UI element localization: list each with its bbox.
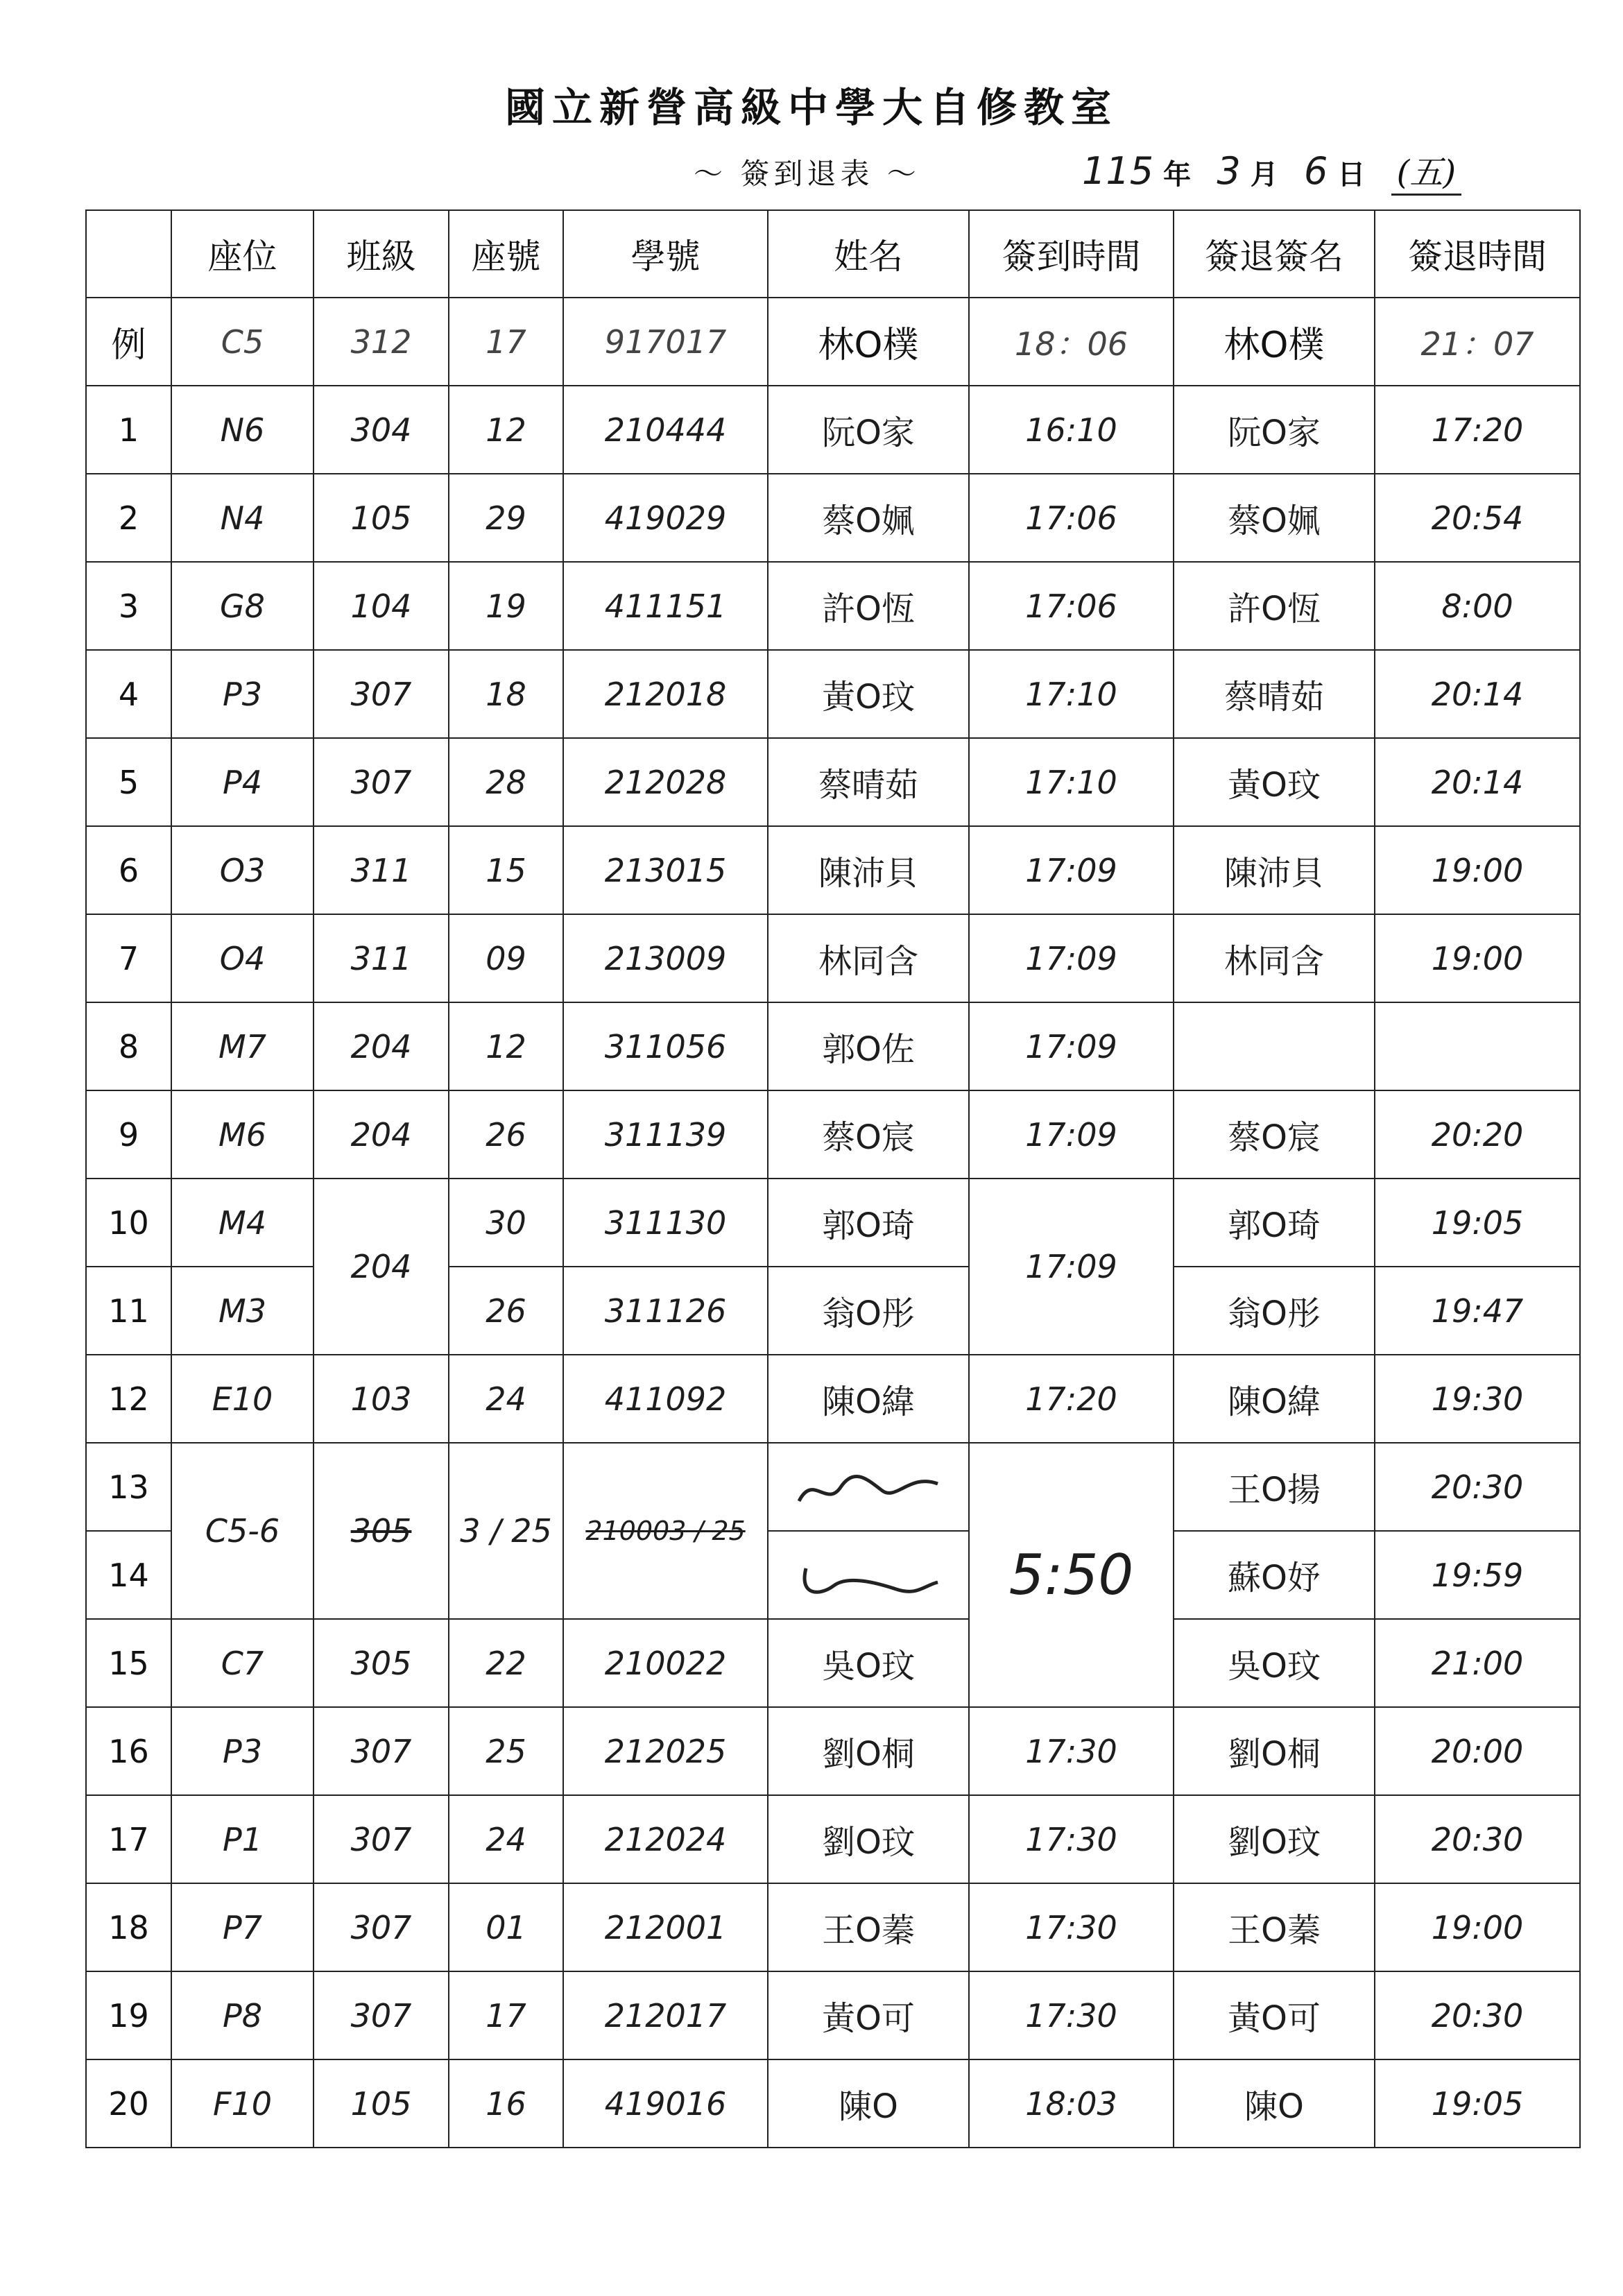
seat-cell: N6 [171, 386, 314, 474]
name-cell: 蔡O宸 [768, 1090, 969, 1179]
table-row [86, 826, 1580, 914]
studentid-cell: 411151 [563, 562, 768, 650]
row-no: 13 [86, 1443, 171, 1531]
seat-cell: M7 [171, 1002, 314, 1090]
out-time-cell: 19:00 [1375, 1883, 1580, 1971]
class-cell: 307 [314, 1971, 449, 2059]
table-row [86, 1090, 1580, 1179]
out-time-cell: 21:00 [1375, 1619, 1580, 1707]
class-cell: 305 [314, 1443, 449, 1619]
studentid-cell: 213009 [563, 914, 768, 1002]
seatno-cell: 18 [449, 650, 563, 738]
in-time-cell: 18：06 [969, 298, 1174, 386]
studentid-cell: 311126 [563, 1267, 768, 1355]
studentid-cell: 212024 [563, 1795, 768, 1883]
signout-cell: 王O揚 [1174, 1443, 1375, 1531]
in-time-cell: 17:09 [969, 826, 1174, 914]
table-row [86, 1971, 1580, 2059]
table-row [86, 474, 1580, 562]
form-title: 國立新營高級中學大自修教室 [504, 84, 1118, 131]
name-cell: 翁O彤 [768, 1267, 969, 1355]
in-time-cell: 17:06 [969, 474, 1174, 562]
studentid-cell: 419029 [563, 474, 768, 562]
signout-cell: 劉O桐 [1174, 1707, 1375, 1795]
row-no: 17 [86, 1795, 171, 1883]
col-out-header: 簽退時間 [1375, 210, 1580, 298]
out-time-cell: 19:05 [1375, 1179, 1580, 1267]
class-cell: 311 [314, 914, 449, 1002]
signin-table [85, 209, 1581, 2148]
row-no: 8 [86, 1002, 171, 1090]
table-row [86, 1707, 1580, 1795]
studentid-cell: 311056 [563, 1002, 768, 1090]
in-time-cell: 17:09 [969, 1090, 1174, 1179]
name-cell: 阮O家 [768, 386, 969, 474]
seatno-cell: 29 [449, 474, 563, 562]
form-subtitle: ～ 簽到退表 ～ [694, 157, 920, 191]
example-row [86, 298, 1580, 386]
row-no: 2 [86, 474, 171, 562]
row-no: 1 [86, 386, 171, 474]
row-no: 12 [86, 1355, 171, 1443]
seatno-cell: 24 [449, 1355, 563, 1443]
studentid-cell: 213015 [563, 826, 768, 914]
out-time-cell [1375, 1002, 1580, 1090]
seat-cell: P3 [171, 1707, 314, 1795]
out-time-cell: 17:20 [1375, 386, 1580, 474]
table-row [86, 1795, 1580, 1883]
signout-cell: 許O恆 [1174, 562, 1375, 650]
class-cell: 105 [314, 2059, 449, 2148]
name-cell: 黃O可 [768, 1971, 969, 2059]
studentid-cell: 212018 [563, 650, 768, 738]
studentid-cell: 212028 [563, 738, 768, 826]
table-row [86, 1267, 1580, 1355]
col-name-header: 姓名 [768, 210, 969, 298]
table-row [86, 1443, 1580, 1531]
signout-cell: 蔡晴茹 [1174, 650, 1375, 738]
name-cell: 王O蓁 [768, 1883, 969, 1971]
col-seatno-header: 座號 [449, 210, 563, 298]
date-day-label: 日 [1337, 158, 1366, 191]
name-cell: 許O恆 [768, 562, 969, 650]
row-no: 16 [86, 1707, 171, 1795]
name-cell [768, 1531, 969, 1619]
seatno-cell: 09 [449, 914, 563, 1002]
in-time-cell: 17:30 [969, 1707, 1174, 1795]
signout-cell: 蔡O姵 [1174, 474, 1375, 562]
row-no: 9 [86, 1090, 171, 1179]
row-no: 11 [86, 1267, 171, 1355]
seatno-cell: 12 [449, 386, 563, 474]
seatno-cell: 16 [449, 2059, 563, 2148]
row-no: 例 [86, 298, 171, 386]
studentid-cell: 210003 / 25 [563, 1443, 768, 1619]
table-row [86, 1179, 1580, 1267]
name-cell: 陳O緯 [768, 1355, 969, 1443]
class-cell: 204 [314, 1179, 449, 1355]
out-time-cell: 20:30 [1375, 1971, 1580, 2059]
row-no: 20 [86, 2059, 171, 2148]
seat-cell: C5-6 [171, 1443, 314, 1619]
seatno-cell: 3 / 25 [449, 1443, 563, 1619]
in-time-cell: 17:30 [969, 1971, 1174, 2059]
signout-cell: 蘇O妤 [1174, 1531, 1375, 1619]
seat-cell: P7 [171, 1883, 314, 1971]
seat-cell: C5 [171, 298, 314, 386]
col-in-header: 簽到時間 [969, 210, 1174, 298]
signout-cell: 林O樸 [1174, 298, 1375, 386]
signout-cell: 劉O玟 [1174, 1795, 1375, 1883]
seat-cell: G8 [171, 562, 314, 650]
studentid-cell: 212001 [563, 1883, 768, 1971]
in-time-cell: 17:30 [969, 1795, 1174, 1883]
out-time-cell: 20:54 [1375, 474, 1580, 562]
out-time-cell: 19:30 [1375, 1355, 1580, 1443]
seatno-cell: 22 [449, 1619, 563, 1707]
row-no: 14 [86, 1531, 171, 1619]
col-class-header: 班級 [314, 210, 449, 298]
signout-cell: 翁O彤 [1174, 1267, 1375, 1355]
row-no: 18 [86, 1883, 171, 1971]
seat-cell: C7 [171, 1619, 314, 1707]
table-row [86, 386, 1580, 474]
date-day: 6 [1303, 149, 1328, 193]
date-month: 3 [1217, 149, 1241, 193]
out-time-cell: 20:20 [1375, 1090, 1580, 1179]
seat-cell: F10 [171, 2059, 314, 2148]
table-row [86, 562, 1580, 650]
class-cell: 307 [314, 1707, 449, 1795]
out-time-cell: 20:30 [1375, 1795, 1580, 1883]
signature-scribble-icon [792, 1459, 945, 1515]
row-no: 6 [86, 826, 171, 914]
name-cell: 陳沛貝 [768, 826, 969, 914]
header-row [86, 210, 1580, 298]
studentid-cell: 311130 [563, 1179, 768, 1267]
class-cell: 105 [314, 474, 449, 562]
out-time-cell: 19:00 [1375, 914, 1580, 1002]
table-row [86, 914, 1580, 1002]
signout-cell: 陳沛貝 [1174, 826, 1375, 914]
class-cell: 307 [314, 650, 449, 738]
in-time-cell: 17:09 [969, 1179, 1174, 1355]
seat-cell: P1 [171, 1795, 314, 1883]
name-cell: 林O樸 [768, 298, 969, 386]
name-cell: 黃O玟 [768, 650, 969, 738]
in-time-cell: 5:50 [969, 1443, 1174, 1707]
seatno-cell: 30 [449, 1179, 563, 1267]
date-weekday: (五) [1391, 146, 1461, 196]
out-time-cell: 19:05 [1375, 2059, 1580, 2148]
table-row [86, 650, 1580, 738]
in-time-cell: 17:09 [969, 1002, 1174, 1090]
date-year: 115 [1082, 149, 1154, 193]
out-time-cell: 21：07 [1375, 298, 1580, 386]
date-line [1082, 146, 1461, 196]
name-cell: 蔡O姵 [768, 474, 969, 562]
seat-cell: E10 [171, 1355, 314, 1443]
table-row [86, 1619, 1580, 1707]
class-cell: 312 [314, 298, 449, 386]
class-cell: 104 [314, 562, 449, 650]
date-year-label: 年 [1163, 158, 1192, 191]
seat-cell: O3 [171, 826, 314, 914]
seatno-cell: 26 [449, 1267, 563, 1355]
col-signout-header: 簽退簽名 [1174, 210, 1375, 298]
seat-cell: P4 [171, 738, 314, 826]
studentid-cell: 311139 [563, 1090, 768, 1179]
row-no: 10 [86, 1179, 171, 1267]
seatno-cell: 17 [449, 298, 563, 386]
studentid-cell: 411092 [563, 1355, 768, 1443]
name-cell: 蔡晴茹 [768, 738, 969, 826]
seat-cell: M4 [171, 1179, 314, 1267]
signout-cell: 蔡O宸 [1174, 1090, 1375, 1179]
col-no-header [86, 210, 171, 298]
signout-cell: 吳O玟 [1174, 1619, 1375, 1707]
row-no: 7 [86, 914, 171, 1002]
signout-cell: 黃O玟 [1174, 738, 1375, 826]
seatno-cell: 24 [449, 1795, 563, 1883]
class-cell: 311 [314, 826, 449, 914]
out-time-cell: 20:30 [1375, 1443, 1580, 1531]
seat-cell: P8 [171, 1971, 314, 2059]
seat-cell: N4 [171, 474, 314, 562]
studentid-cell: 419016 [563, 2059, 768, 2148]
out-time-cell: 19:00 [1375, 826, 1580, 914]
name-cell [768, 1443, 969, 1531]
out-time-cell: 20:14 [1375, 650, 1580, 738]
class-cell: 307 [314, 1795, 449, 1883]
col-studentid-header: 學號 [563, 210, 768, 298]
date-month-label: 月 [1250, 158, 1278, 191]
in-time-cell: 17:30 [969, 1883, 1174, 1971]
in-time-cell: 17:10 [969, 738, 1174, 826]
in-time-cell: 17:20 [969, 1355, 1174, 1443]
table-row [86, 2059, 1580, 2148]
name-cell: 郭O佐 [768, 1002, 969, 1090]
in-time-cell: 17:09 [969, 914, 1174, 1002]
table-row [86, 1883, 1580, 1971]
table-row [86, 1002, 1580, 1090]
seat-cell: M3 [171, 1267, 314, 1355]
signout-cell: 王O蓁 [1174, 1883, 1375, 1971]
row-no: 19 [86, 1971, 171, 2059]
studentid-cell: 212017 [563, 1971, 768, 2059]
table-row [86, 738, 1580, 826]
class-cell: 204 [314, 1002, 449, 1090]
signout-cell: 郭O琦 [1174, 1179, 1375, 1267]
name-cell: 郭O琦 [768, 1179, 969, 1267]
seat-cell: O4 [171, 914, 314, 1002]
class-cell: 307 [314, 1883, 449, 1971]
signout-cell: 陳O [1174, 2059, 1375, 2148]
out-time-cell: 8:00 [1375, 562, 1580, 650]
in-time-cell: 17:10 [969, 650, 1174, 738]
seatno-cell: 15 [449, 826, 563, 914]
signout-cell [1174, 1002, 1375, 1090]
out-time-cell: 20:14 [1375, 738, 1580, 826]
out-time-cell: 20:00 [1375, 1707, 1580, 1795]
seat-cell: P3 [171, 650, 314, 738]
signout-cell: 阮O家 [1174, 386, 1375, 474]
row-no: 3 [86, 562, 171, 650]
seatno-cell: 19 [449, 562, 563, 650]
name-cell: 陳O [768, 2059, 969, 2148]
seatno-cell: 12 [449, 1002, 563, 1090]
class-cell: 204 [314, 1090, 449, 1179]
col-seat-header: 座位 [171, 210, 314, 298]
seatno-cell: 26 [449, 1090, 563, 1179]
studentid-cell: 212025 [563, 1707, 768, 1795]
table-row [86, 1355, 1580, 1443]
signature-scribble-icon [792, 1548, 945, 1603]
class-cell: 103 [314, 1355, 449, 1443]
in-time-cell: 17:06 [969, 562, 1174, 650]
signout-cell: 陳O緯 [1174, 1355, 1375, 1443]
class-cell: 305 [314, 1619, 449, 1707]
name-cell: 林同含 [768, 914, 969, 1002]
signout-cell: 黃O可 [1174, 1971, 1375, 2059]
row-no: 5 [86, 738, 171, 826]
name-cell: 吳O玟 [768, 1619, 969, 1707]
row-no: 4 [86, 650, 171, 738]
out-time-cell: 19:59 [1375, 1531, 1580, 1619]
name-cell: 劉O桐 [768, 1707, 969, 1795]
class-cell: 304 [314, 386, 449, 474]
class-cell: 307 [314, 738, 449, 826]
seat-cell: M6 [171, 1090, 314, 1179]
seatno-cell: 17 [449, 1971, 563, 2059]
studentid-cell: 210022 [563, 1619, 768, 1707]
signout-cell: 林同含 [1174, 914, 1375, 1002]
name-cell: 劉O玟 [768, 1795, 969, 1883]
in-time-cell: 16:10 [969, 386, 1174, 474]
in-time-cell: 18:03 [969, 2059, 1174, 2148]
row-no: 15 [86, 1619, 171, 1707]
seatno-cell: 28 [449, 738, 563, 826]
studentid-cell: 917017 [563, 298, 768, 386]
studentid-cell: 210444 [563, 386, 768, 474]
seatno-cell: 01 [449, 1883, 563, 1971]
out-time-cell: 19:47 [1375, 1267, 1580, 1355]
seatno-cell: 25 [449, 1707, 563, 1795]
